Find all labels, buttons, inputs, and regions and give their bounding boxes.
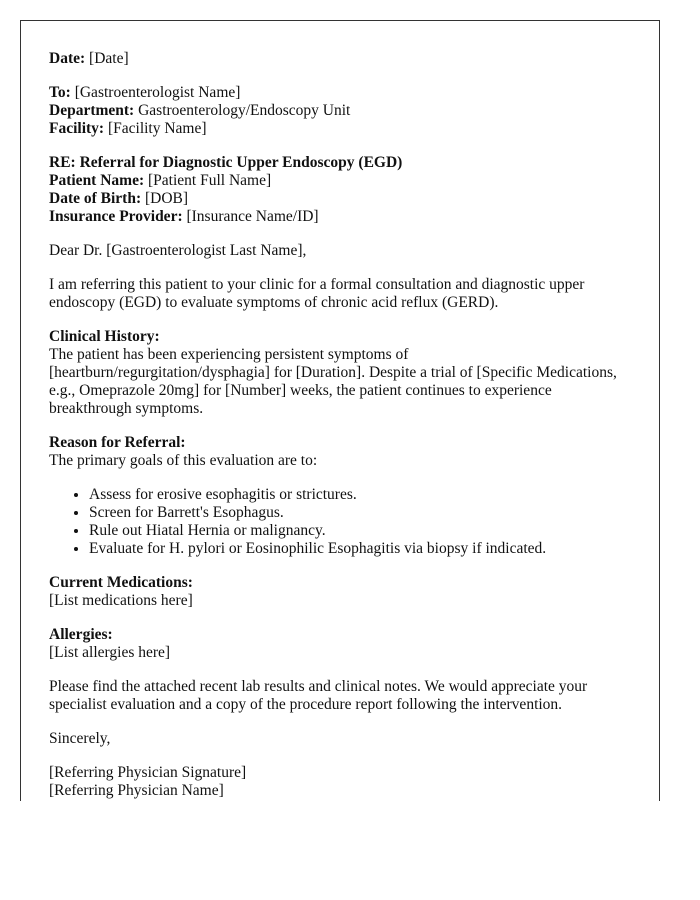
insurance-line xyxy=(49,208,631,226)
reason-text: The primary goals of this evaluation are to: xyxy=(49,452,318,469)
date-value: [Date] xyxy=(89,50,129,67)
medications-section xyxy=(49,574,631,610)
medications-text: [List medications here] xyxy=(49,592,193,609)
to-line xyxy=(49,84,631,102)
closing-paragraph: Please find the attached recent lab results and clinical notes. We would appreciate your specialist evaluation and a copy of the procedure report following the intervention. xyxy=(49,678,588,713)
patient-name-line xyxy=(49,172,631,190)
referral-letter xyxy=(20,20,660,801)
allergies-section xyxy=(49,626,631,662)
to-value: [Gastroenterologist Name] xyxy=(74,84,241,101)
clinical-history-section xyxy=(49,328,631,418)
reason-heading: Reason for Referral: xyxy=(49,434,186,451)
dob-label: Date of Birth: xyxy=(49,190,142,207)
facility-value: [Facility Name] xyxy=(107,120,207,137)
date-line xyxy=(49,50,631,68)
recipient-block xyxy=(49,84,631,138)
department-value: Gastroenterology/Endoscopy Unit xyxy=(138,102,351,119)
facility-line xyxy=(49,120,631,138)
clinical-history-text: The patient has been experiencing persistent symptoms of [heartburn/regurgitation/dysphagia] for [Duration]. Despite a trial of [Specific Medications, e.g., Omeprazole 20mg] for [Number] weeks, the patient continues to experience breakthrough symptoms. xyxy=(49,346,617,417)
dob-line xyxy=(49,190,631,208)
date-label: Date: xyxy=(49,50,86,67)
insurance-label: Insurance Provider: xyxy=(49,208,183,225)
signature-line: [Referring Physician Signature] xyxy=(49,764,247,781)
subject-block xyxy=(49,154,631,226)
signature-block xyxy=(49,764,631,800)
facility-label: Facility: xyxy=(49,120,105,137)
closing: Sincerely, xyxy=(49,730,111,747)
department-line xyxy=(49,102,631,120)
patient-name-label: Patient Name: xyxy=(49,172,145,189)
goal-item: • Evaluate for H. pylori or Eosinophilic Esophagitis via biopsy if indicated. xyxy=(89,540,631,558)
intro-paragraph: I am referring this patient to your clinic for a formal consultation and diagnostic upper endoscopy (EGD) to evaluate symptoms of chronic acid reflux (GERD). xyxy=(49,276,585,311)
dob-value: [DOB] xyxy=(145,190,189,207)
physician-name-line: [Referring Physician Name] xyxy=(49,782,224,799)
insurance-value: [Insurance Name/ID] xyxy=(186,208,319,225)
goal-item: • Screen for Barrett's Esophagus. xyxy=(89,504,631,522)
department-label: Department: xyxy=(49,102,135,119)
allergies-text: [List allergies here] xyxy=(49,644,171,661)
salutation: Dear Dr. [Gastroenterologist Last Name], xyxy=(49,242,307,259)
goal-item: • Assess for erosive esophagitis or strictures. xyxy=(89,486,631,504)
to-label: To: xyxy=(49,84,71,101)
allergies-heading: Allergies: xyxy=(49,626,113,643)
medications-heading: Current Medications: xyxy=(49,574,193,591)
subject-line: RE: Referral for Diagnostic Upper Endoscopy (EGD) xyxy=(49,154,403,171)
reason-section xyxy=(49,434,631,558)
goals-list xyxy=(49,486,631,558)
clinical-history-heading: Clinical History: xyxy=(49,328,160,345)
patient-name-value: [Patient Full Name] xyxy=(148,172,272,189)
goal-item: • Rule out Hiatal Hernia or malignancy. xyxy=(89,522,631,540)
